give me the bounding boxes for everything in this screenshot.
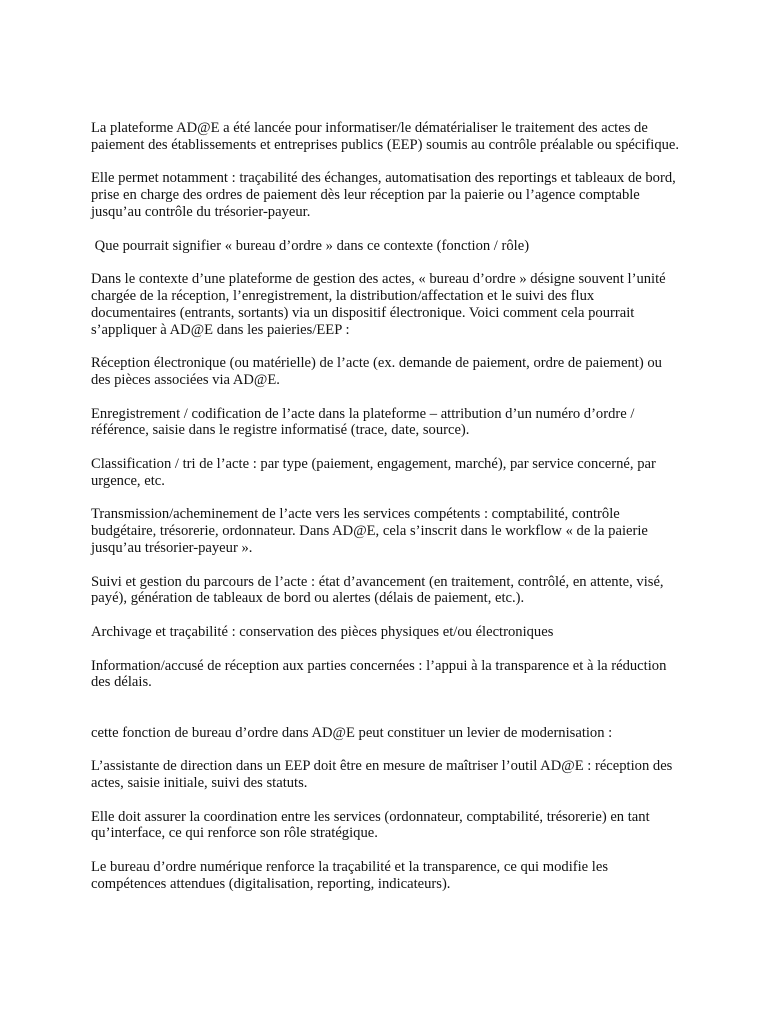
paragraph-features: Elle permet notamment : traçabilité des échanges, automatisation des reportings et tableaux de bord, prise en charge des ordres de paiement dès leur réception par la paierie ou l’agence comptable jusqu’au contrôle du trésorier-payeur. (91, 170, 676, 220)
document-page (91, 120, 681, 909)
paragraph-registration: Enregistrement / codification de l’acte dans la plateforme – attribution d’un numéro d’ordre / référence, saisie dans le registre informatisé (trace, date, source). (91, 405, 635, 439)
paragraph-context: Dans le contexte d’une plateforme de gestion des actes, « bureau d’ordre » désigne souvent l’unité chargée de la réception, l’enregistrement, la distribution/affectation et le suivi des flux documentaires (entrants, sortants) via un dispositif électronique. Voici comment cela pourrait s’appliquer à AD@E dans les paieries/EEP : (91, 271, 666, 338)
paragraph-assistant: L’assistante de direction dans un EEP doit être en mesure de maîtriser l’outil AD@E : réception des actes, saisie initiale, suivi des statuts. (91, 758, 673, 792)
blank-line (91, 708, 681, 725)
paragraph-intro: La plateforme AD@E a été lancée pour informatiser/le dématérialiser le traitement des actes de paiement des établissements et entreprises publics (EEP) soumis au contrôle préalable ou spécifique. (91, 120, 680, 153)
paragraph-transmission: Transmission/acheminement de l’acte vers les services compétents : comptabilité, contrôle budgétaire, trésorerie, ordonnateur. Dans AD@E, cela s’inscrit dans le workflow « de la paierie jusqu’au trésorier-payeur ». (91, 506, 648, 556)
paragraph-tracking: Suivi et gestion du parcours de l’acte : état d’avancement (en traitement, contrôlé, en attente, visé, payé), génération de tableaux de bord ou alertes (délais de paiement, etc.). (91, 573, 664, 607)
paragraph-information: Information/accusé de réception aux parties concernées : l’appui à la transparence et à la réduction des délais. (91, 657, 667, 691)
paragraph-classification: Classification / tri de l’acte : par type (paiement, engagement, marché), par service concerné, par urgence, etc. (91, 455, 656, 489)
paragraph-question: Que pourrait signifier « bureau d’ordre » dans ce contexte (fonction / rôle) (94, 237, 530, 254)
paragraph-modernisation: cette fonction de bureau d’ordre dans AD@E peut constituer un levier de modernisation : (91, 724, 613, 741)
paragraph-archiving: Archivage et traçabilité : conservation des pièces physiques et/ou électroniques (91, 623, 554, 640)
paragraph-coordination: Elle doit assurer la coordination entre les services (ordonnateur, comptabilité, trésorerie) en tant qu’interface, ce qui renforce son rôle stratégique. (91, 808, 650, 842)
paragraph-reception: Réception électronique (ou matérielle) de l’acte (ex. demande de paiement, ordre de paiement) ou des pièces associées via AD@E. (91, 355, 662, 388)
paragraph-digital-office: Le bureau d’ordre numérique renforce la traçabilité et la transparence, ce qui modifie les compétences attendues (digitalisation, reporting, indicateurs). (91, 859, 609, 892)
